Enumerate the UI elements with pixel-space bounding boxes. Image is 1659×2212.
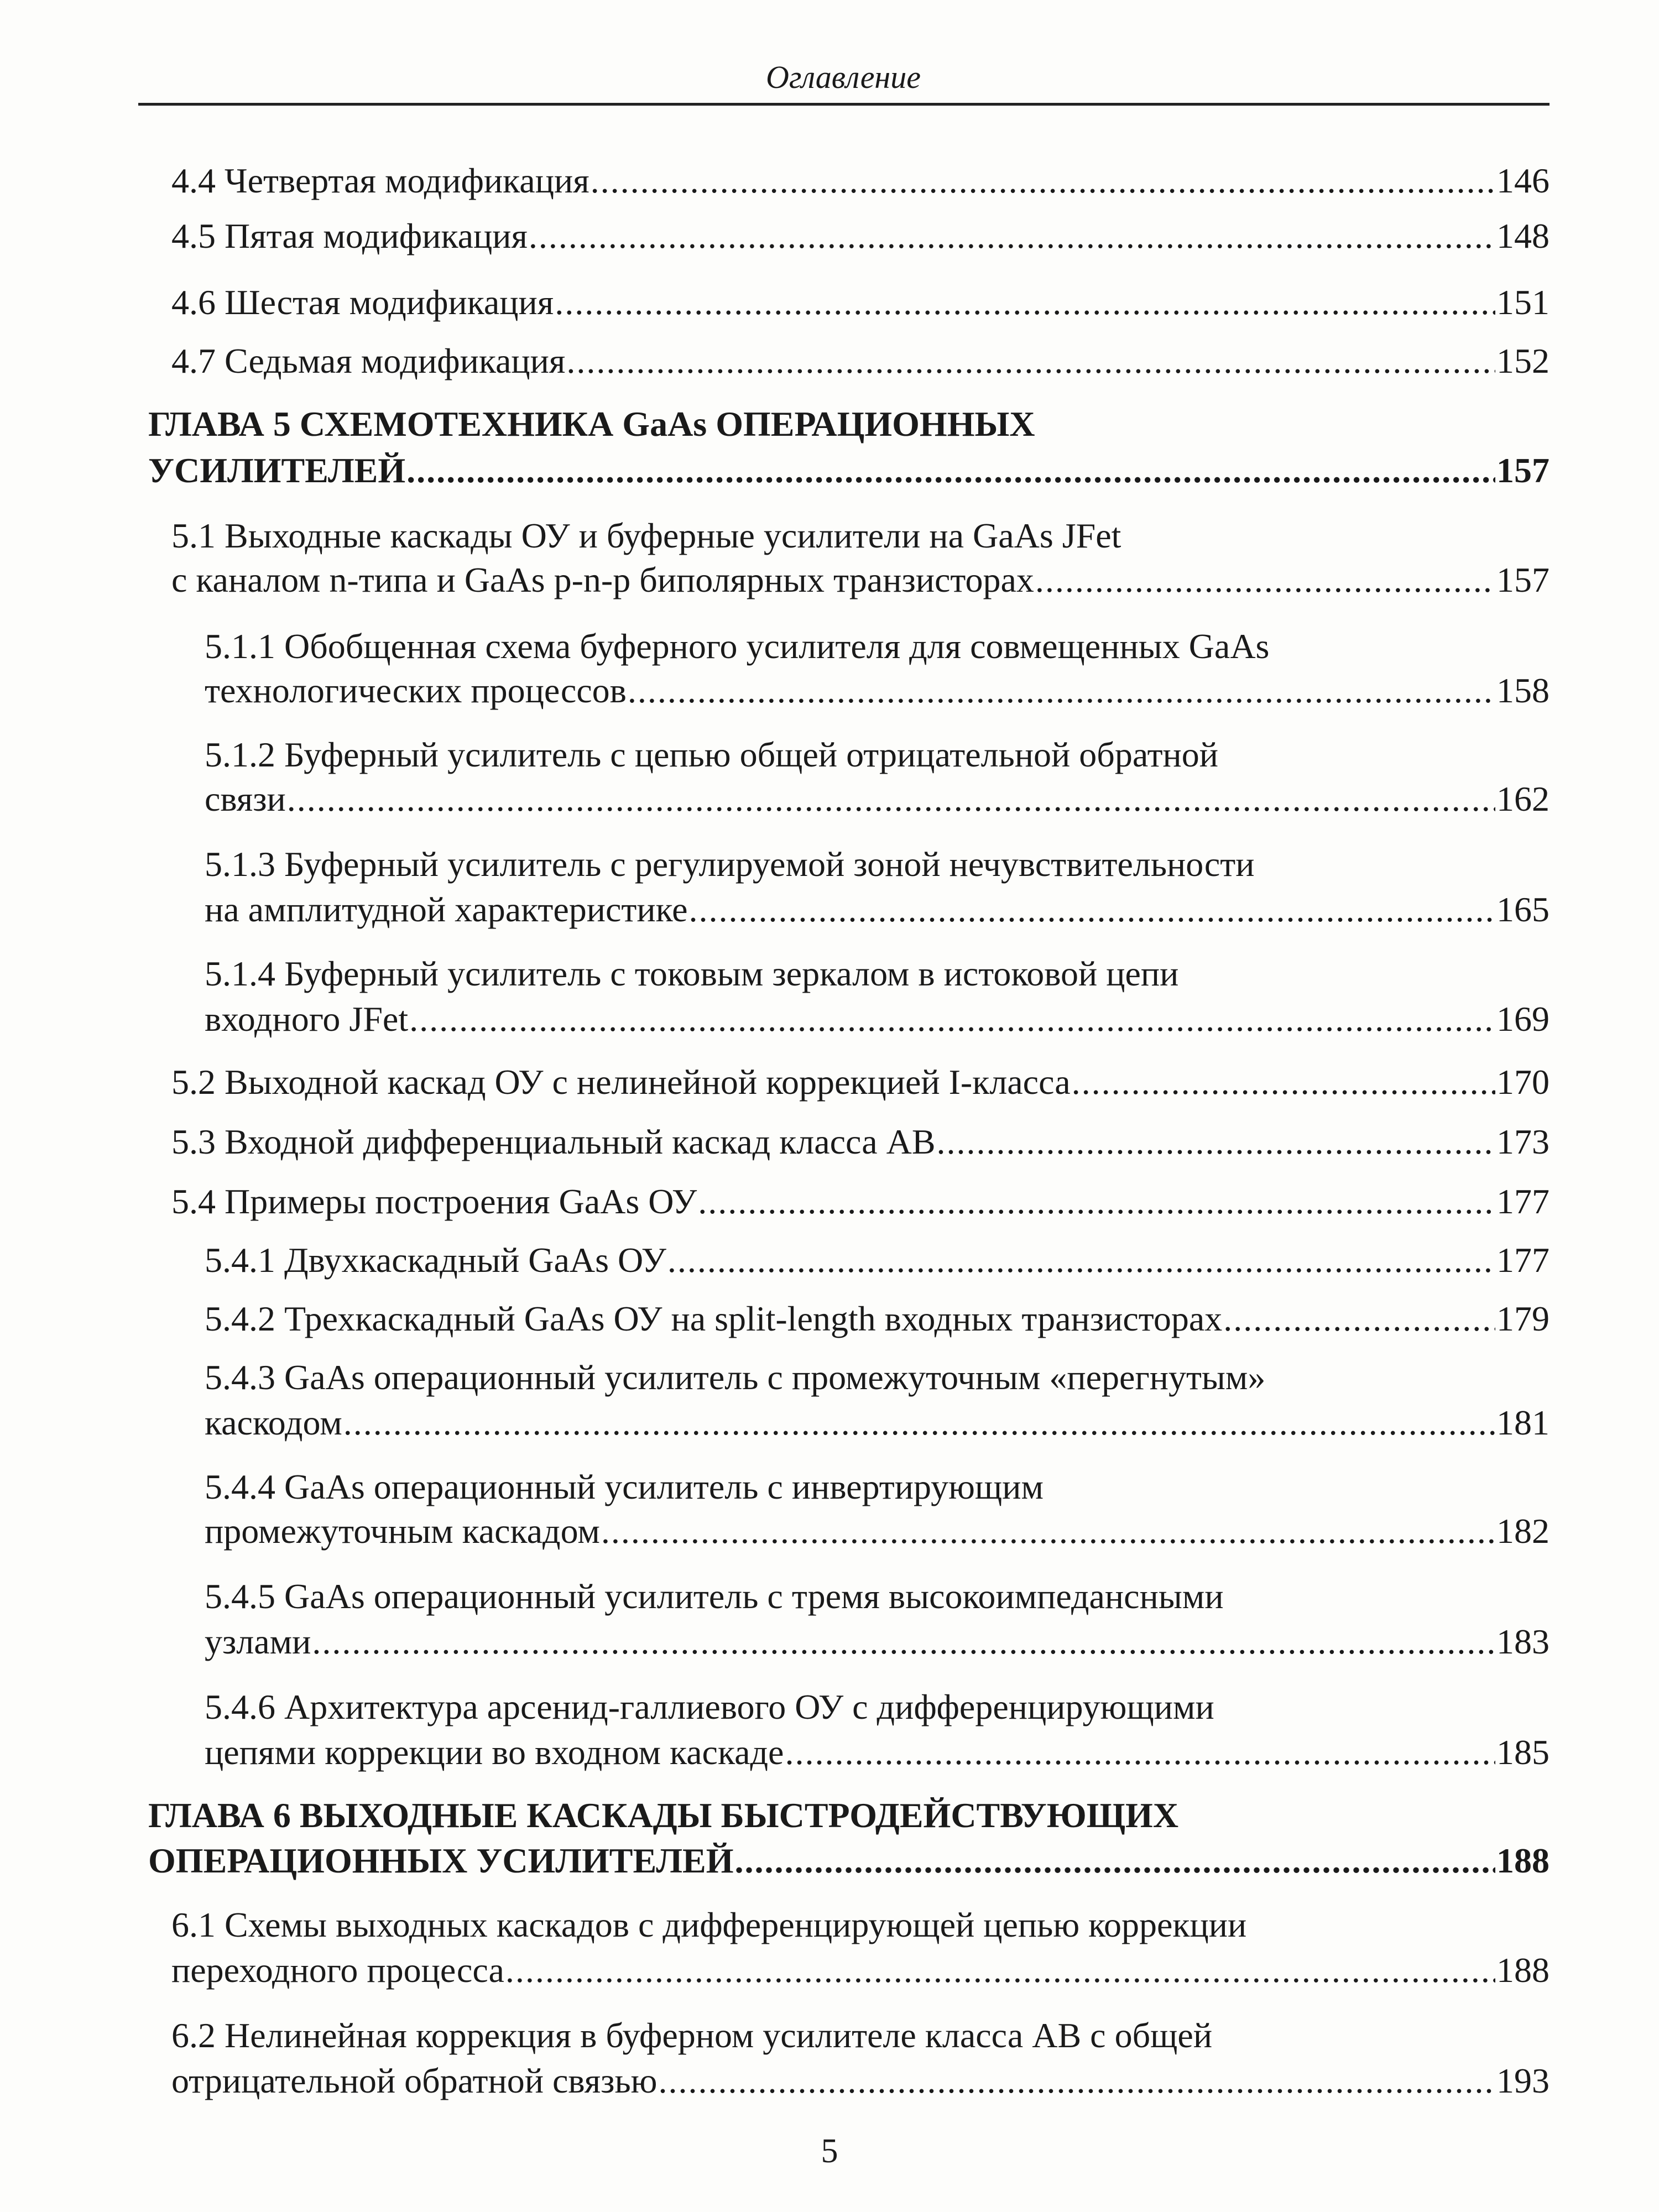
toc-entry-title: ОПЕРАЦИОННЫХ УСИЛИТЕЛЕЙ <box>148 1841 734 1880</box>
toc-page-number: 193 <box>1496 2061 1550 2100</box>
header-rule <box>138 103 1550 106</box>
toc-page-number: 177 <box>1496 1182 1550 1221</box>
toc-entry-title: 5.4.1 Двухкаскадный GaAs ОУ <box>205 1240 666 1280</box>
toc-leader-dots <box>785 1728 1495 1777</box>
toc-entry-title: 4.7 Седьмая модификация <box>171 341 566 380</box>
toc-entry-5-4 <box>171 1177 1550 1227</box>
toc-leader-dots <box>689 885 1495 935</box>
toc-leader-dots <box>591 156 1495 206</box>
toc-entry-title: связи <box>205 779 286 818</box>
toc-entry-5-4-3-line1: 5.4.3 GaAs операционный усилитель с промежуточным «перегнутым» <box>205 1358 1266 1397</box>
toc-entry-title: переходного процесса <box>171 1950 504 1990</box>
toc-leader-dots <box>555 278 1495 327</box>
toc-entry-5-3 <box>171 1117 1550 1167</box>
toc-entry-5-1-3 <box>205 885 1550 935</box>
toc-entry-6-1-line1: 6.1 Схемы выходных каскадов с дифференцирующей цепью коррекции <box>171 1905 1247 1944</box>
toc-leader-dots <box>1223 1294 1495 1344</box>
toc-page-number: 146 <box>1496 161 1550 200</box>
toc-entry-5-4-5 <box>205 1617 1550 1667</box>
toc-page-number: 182 <box>1496 1511 1550 1551</box>
toc-page-number: 157 <box>1496 560 1550 599</box>
toc-entry-5-4-2 <box>205 1294 1550 1344</box>
toc-leader-dots <box>343 1398 1495 1448</box>
toc-entry-title: с каналом n-типа и GaAs p-n-p биполярных транзисторах <box>171 560 1034 599</box>
toc-leader-dots <box>406 446 1495 495</box>
toc-chapter-6 <box>148 1836 1550 1886</box>
running-head: Оглавление <box>766 59 921 95</box>
toc-leader-dots <box>1072 1057 1495 1107</box>
toc-entry-5-1-2 <box>205 774 1550 824</box>
toc-page-number: 158 <box>1496 671 1550 710</box>
toc-page-number: 188 <box>1496 1841 1550 1880</box>
toc-entry-5-4-5-line1: 5.4.5 GaAs операционный усилитель с тремя высокоимпедансными <box>205 1577 1224 1616</box>
toc-page-number: 148 <box>1496 216 1550 255</box>
toc-page-number: 177 <box>1496 1240 1550 1280</box>
toc-leader-dots <box>312 1617 1495 1667</box>
toc-entry-title: 4.4 Четвертая модификация <box>171 161 589 200</box>
toc-page-number: 169 <box>1496 999 1550 1039</box>
toc-leader-dots <box>409 994 1495 1044</box>
toc-chapter-5 <box>148 446 1550 495</box>
toc-entry-6-2 <box>171 2056 1550 2106</box>
toc-chapter-6-line1: ГЛАВА 6 ВЫХОДНЫЕ КАСКАДЫ БЫСТРОДЕЙСТВУЮЩИХ <box>148 1796 1179 1835</box>
toc-entry-title: технологических процессов <box>205 671 627 710</box>
toc-entry-5-1-4 <box>205 994 1550 1044</box>
toc-entry-title: УСИЛИТЕЛЕЙ <box>148 451 406 490</box>
toc-entry-5-2 <box>171 1057 1550 1107</box>
toc-page-number: 152 <box>1496 341 1550 380</box>
toc-entry-5-4-4 <box>205 1506 1550 1556</box>
toc-entry-title: 5.3 Входной дифференциальный каскад класса АВ <box>171 1122 936 1161</box>
toc-entry-title: входного JFet <box>205 999 409 1039</box>
toc-entry-4-5 <box>171 211 1550 261</box>
toc-entry-4-4 <box>171 156 1550 206</box>
toc-page-number: 162 <box>1496 779 1550 818</box>
toc-page-number: 173 <box>1496 1122 1550 1161</box>
toc-page-number: 183 <box>1496 1622 1550 1661</box>
toc-page-number: 179 <box>1496 1299 1550 1338</box>
toc-entry-5-1 <box>171 555 1550 605</box>
toc-entry-5-1-4-line1: 5.1.4 Буферный усилитель с токовым зеркалом в истоковой цепи <box>205 954 1179 993</box>
toc-leader-dots <box>601 1506 1495 1556</box>
toc-page-number: 151 <box>1496 283 1550 322</box>
toc-entry-title: на амплитудной характеристике <box>205 890 688 929</box>
toc-leader-dots <box>698 1177 1495 1227</box>
toc-page-number: 185 <box>1496 1733 1550 1772</box>
toc-leader-dots <box>505 1945 1495 1995</box>
toc-entry-title: 4.5 Пятая модификация <box>171 216 528 255</box>
toc-entry-5-1-1 <box>205 666 1550 716</box>
toc-entry-title: промежуточным каскадом <box>205 1511 600 1551</box>
page-number: 5 <box>821 2132 838 2170</box>
toc-entry-6-2-line1: 6.2 Нелинейная коррекция в буферном усилителе класса АВ с общей <box>171 2016 1213 2055</box>
toc-leader-dots <box>1035 555 1495 605</box>
toc-leader-dots <box>658 2056 1495 2106</box>
toc-entry-title: 5.4 Примеры построения GaAs ОУ <box>171 1182 697 1221</box>
toc-entry-5-4-6 <box>205 1728 1550 1777</box>
toc-page-number: 188 <box>1496 1950 1550 1990</box>
toc-entry-title: 5.4.2 Трехкаскадный GaAs ОУ на split-length входных транзисторах <box>205 1299 1223 1338</box>
toc-leader-dots <box>287 774 1495 824</box>
toc-entry-title: 5.2 Выходной каскад ОУ с нелинейной коррекцией I-класса <box>171 1062 1071 1102</box>
toc-leader-dots <box>734 1836 1495 1886</box>
toc-page-number: 181 <box>1496 1403 1550 1442</box>
toc-entry-title: узлами <box>205 1622 311 1661</box>
toc-leader-dots <box>937 1117 1495 1167</box>
toc-entry-5-1-2-line1: 5.1.2 Буферный усилитель с цепью общей отрицательной обратной <box>205 735 1219 774</box>
toc-chapter-5-line1: ГЛАВА 5 СХЕМОТЕХНИКА GaAs ОПЕРАЦИОННЫХ <box>148 404 1035 444</box>
toc-entry-5-1-1-line1: 5.1.1 Обобщенная схема буферного усилителя для совмещенных GaAs <box>205 627 1270 666</box>
toc-leader-dots <box>667 1235 1495 1285</box>
toc-entry-title: отрицательной обратной связью <box>171 2061 658 2100</box>
toc-page-number: 157 <box>1496 451 1550 490</box>
toc-entry-title: 4.6 Шестая модификация <box>171 283 554 322</box>
toc-entry-5-4-4-line1: 5.4.4 GaAs операционный усилитель с инвертирующим <box>205 1467 1044 1506</box>
toc-entry-5-1-3-line1: 5.1.3 Буферный усилитель с регулируемой зоной нечувствительности <box>205 844 1255 884</box>
toc-page-number: 165 <box>1496 890 1550 929</box>
toc-entry-4-7 <box>171 336 1550 386</box>
toc-entry-4-6 <box>171 278 1550 327</box>
toc-entry-6-1 <box>171 1945 1550 1995</box>
toc-leader-dots <box>529 211 1495 261</box>
toc-entry-5-4-1 <box>205 1235 1550 1285</box>
toc-entry-5-1-line1: 5.1 Выходные каскады ОУ и буферные усилители на GaAs JFet <box>171 516 1121 555</box>
toc-leader-dots <box>566 336 1495 386</box>
toc-entry-5-4-6-line1: 5.4.6 Архитектура арсенид-галлиевого ОУ с дифференцирующими <box>205 1687 1214 1726</box>
toc-entry-5-4-3 <box>205 1398 1550 1448</box>
toc-entry-title: каскодом <box>205 1403 342 1442</box>
toc-leader-dots <box>628 666 1495 716</box>
toc-page-number: 170 <box>1496 1062 1550 1102</box>
toc-entry-title: цепями коррекции во входном каскаде <box>205 1733 784 1772</box>
